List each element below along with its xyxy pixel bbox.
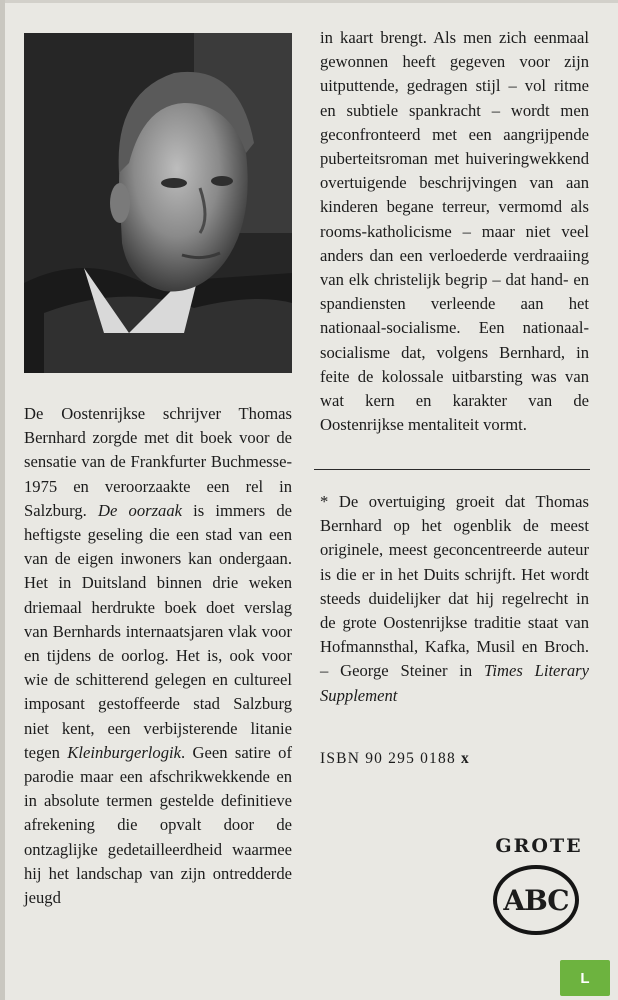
isbn-number: ISBN 90 295 0188 <box>320 750 461 767</box>
corner-sticker: L <box>560 960 610 996</box>
isbn-check-digit: x <box>460 750 470 767</box>
term-italic: Kleinburgerlogik <box>67 742 181 762</box>
cover-top-edge <box>0 0 618 3</box>
publisher-logo <box>487 835 591 945</box>
divider-rule <box>314 469 590 470</box>
logo-badge-text: ABC <box>503 883 569 917</box>
book-title-italic: De oorzaak <box>98 500 182 520</box>
description-text: . Geen satire of parodie maar een afschrikwekkende en in absolute termen gestelde definitieve afrekening die opvalt door de ontzaglijke gedetailleerdheid waarmee hij het landschap van zijn ontredderde jeugd <box>24 742 292 908</box>
cover-left-edge <box>0 0 5 1000</box>
description-paragraph <box>24 402 292 910</box>
description-continuation: in kaart brengt. Als men zich eenmaal gewonnen heeft gegeven voor zijn uitputtende, gedragen stijl – vol ritme en subtiele spankracht – wordt men geconfronteerd met een aangrijpende puberteitsroman met huiveringwekkend overtuigende beschrijvingen van aan kinderen begane terreur, vermomd als rooms-katholicisme – maar niet veel anders dan een verloederde verdraaiing van elk christelijk begrip – dat hand- en spandiensten verleende aan het nationaal-socialisme. Een nationaal-socialisme dat, volgens Bernhard, in feite de kolossale uitbarsting was van wat kern en karakter van de Oostenrijkse mentaliteit vormt. <box>320 28 589 435</box>
review-quote <box>320 490 589 708</box>
quote-paragraph <box>320 490 589 708</box>
description-column-left <box>24 402 292 910</box>
description-column-right <box>320 26 589 437</box>
description-text: De Oostenrijkse schrijver Thomas Bernhard zorgde met dit boek voor de sensatie van de Frankfurter Buchmesse-1975 en veroorzaakte een rel in Salzburg. <box>24 404 292 520</box>
logo-badge <box>493 865 579 935</box>
logo-top-text: GROTE <box>495 835 583 857</box>
quote-source-italic: Times Literary Supplement <box>320 661 589 705</box>
author-photo <box>24 33 292 373</box>
isbn-line <box>320 750 470 768</box>
description-text: is immers de heftigste geseling die een stad van een van de eigen inwoners kan ondergaan. Het in Duitsland binnen drie weken driemaal herdrukte boek doet verslag van Bernhards internaatsjaren vlak voor en tijdens de oorlog. Het is, ook voor wie de schitterend gelegen en cultureel imposant gestoffeerde stad Salzburg niet kent, een verbijsterende litanie tegen <box>24 500 293 762</box>
quote-text: * De overtuiging groeit dat Thomas Bernhard op het ogenblik de meest originele, meest geconcentreerde auteur is die er in het Duits schrijft. Het wordt steeds duidelijker dat hij regelrecht in de grote Oostenrijkse traditie staat van Hofmannsthal, Kafka, Musil en Broch. – George Steiner in <box>320 492 589 681</box>
